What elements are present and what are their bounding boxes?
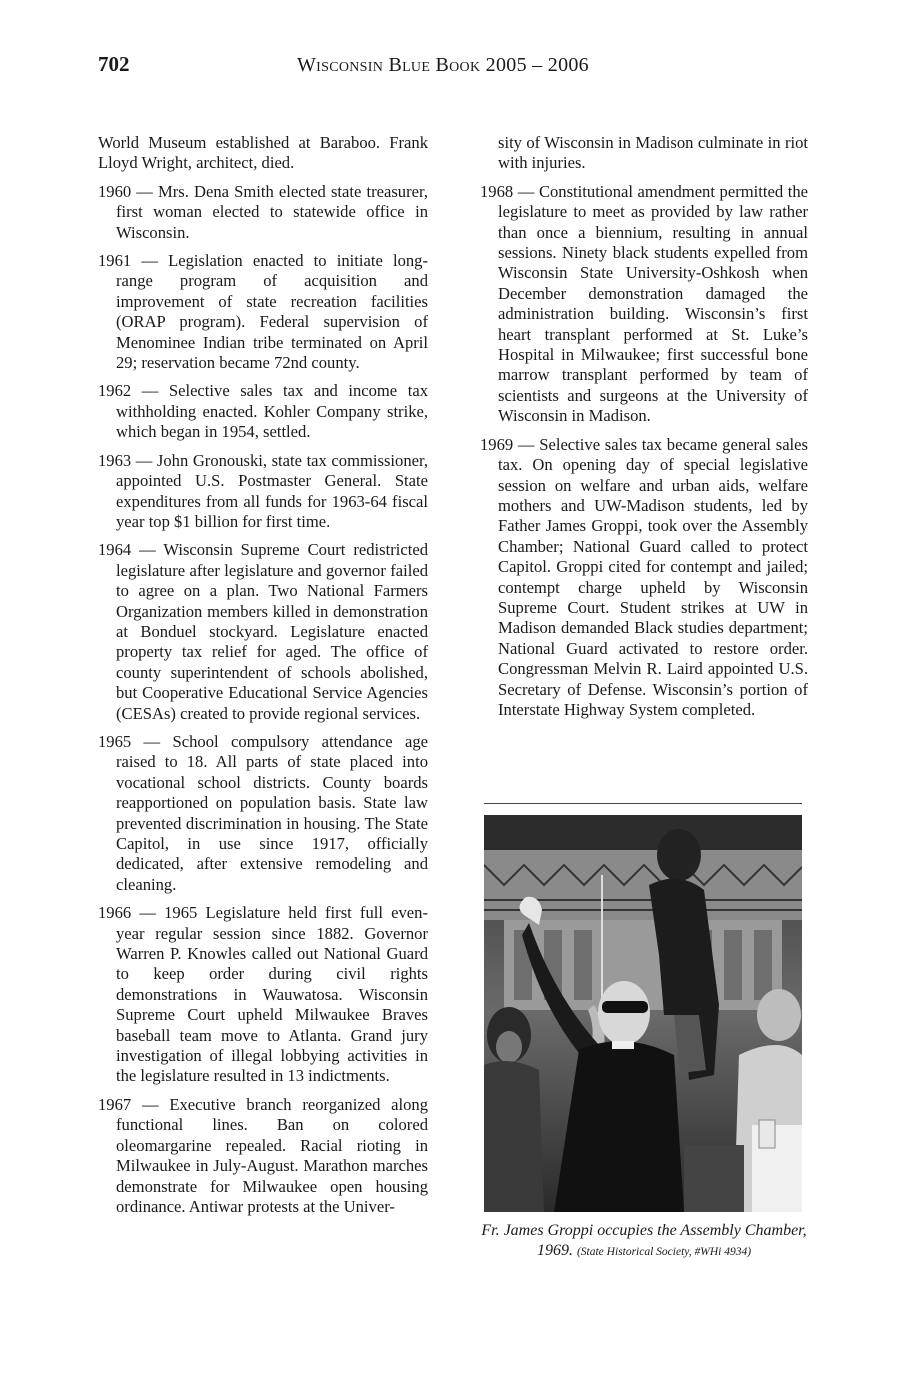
entry-1961: 1961 — Legislation enacted to initiate long-range program of acquisition and improvement of state recreation facilities (ORAP program). Federal supervision of Menominee Indian tribe terminated on April 29; reservation became 72nd county. — [98, 251, 428, 373]
caption-credit: (State Historical Society, #WHi 4934) — [576, 1246, 752, 1258]
entry-1962: 1962 — Selective sales tax and income tax withholding enacted. Kohler Company strike, which began in 1954, settled. — [98, 381, 428, 442]
figure-divider — [484, 803, 802, 804]
entry-1964: 1964 — Wisconsin Supreme Court redistricted legislature after legislature and governor failed to agree on a plan. Two National Farmers Organization members killed in demonstration at Bonduel stockyard. Legislature enacted property tax relief for aged. The office of county superintendent of schools abolished, but Cooperative Educational Service Agencies (CESAs) created to provide regional services. — [98, 540, 428, 723]
right-column — [480, 133, 808, 728]
page-number: 702 — [98, 52, 130, 76]
page-header — [0, 52, 907, 86]
left-continuation: World Museum established at Baraboo. Frank Lloyd Wright, architect, died. — [98, 133, 428, 173]
entry-1966: 1966 — 1965 Legislature held first full even-year regular session since 1882. Governor Warren P. Knowles called out National Guard to keep order during civil rights demonstrations in Wauwatosa. Wisconsin Supreme Court upheld Milwaukee Braves baseball team move to Atlanta. Grand jury investigation of illegal lobbying activities in the legislature resulted in 13 indictments. — [98, 903, 428, 1086]
left-column — [98, 133, 428, 1225]
groppi-photo — [484, 815, 802, 1212]
entry-1960: 1960 — Mrs. Dena Smith elected state treasurer, first woman elected to statewide office in Wisconsin. — [98, 181, 428, 242]
entry-1967: 1967 — Executive branch reorganized along functional lines. Ban on colored oleomargarine repealed. Racial rioting in Milwaukee in July-August. Marathon marches demonstrate for Milwaukee open housing ordinance. Antiwar protests at the Univer- — [98, 1094, 428, 1216]
entry-1965: 1965 — School compulsory attendance age raised to 18. All parts of state placed into vocational school districts. County boards reapportioned on population basis. State law prevented discrimination in housing. The State Capitol, in use since 1917, officially dedicated, after extensive remodeling and cleaning. — [98, 731, 428, 894]
entry-1969: 1969 — Selective sales tax became general sales tax. On opening day of special legislative session on welfare and urban aids, welfare mothers and UW-Madison students, led by Father James Groppi, took over the Assembly Chamber; National Guard called to protect Capitol. Groppi cited for contempt and jailed; contempt charge upheld by Wisconsin Supreme Court. Student strikes at UW in Madison demanded Black studies department; National Guard activated to restore order. Congressman Melvin R. Laird appointed U.S. Secretary of Defense. Wisconsin’s portion of Interstate Highway System completed. — [480, 434, 808, 719]
caption-text: Fr. James Groppi occupies the Assembly Chamber, 1969. — [481, 1222, 807, 1259]
running-title: Wisconsin Blue Book 2005 – 2006 — [297, 54, 589, 76]
entry-1963: 1963 — John Gronouski, state tax commissioner, appointed U.S. Postmaster General. State expenditures from all funds for 1963-64 fiscal year top $1 billion for first time. — [98, 450, 428, 531]
entry-1968: 1968 — Constitutional amendment permitted the legislature to meet as provided by law rather than once a biennium, resulting in annual sessions. Ninety black students expelled from Wisconsin State University-Oshkosh when December demonstration damaged the administration building. Wisconsin’s first heart transplant performed at St. Luke’s Hospital in Milwaukee; first successful bone marrow transplant performed by team of scientists and surgeons at the University of Wisconsin in Madison. — [480, 181, 808, 426]
figure-caption — [480, 1221, 808, 1262]
right-continuation: sity of Wisconsin in Madison culminate in riot with injuries. — [498, 133, 808, 173]
